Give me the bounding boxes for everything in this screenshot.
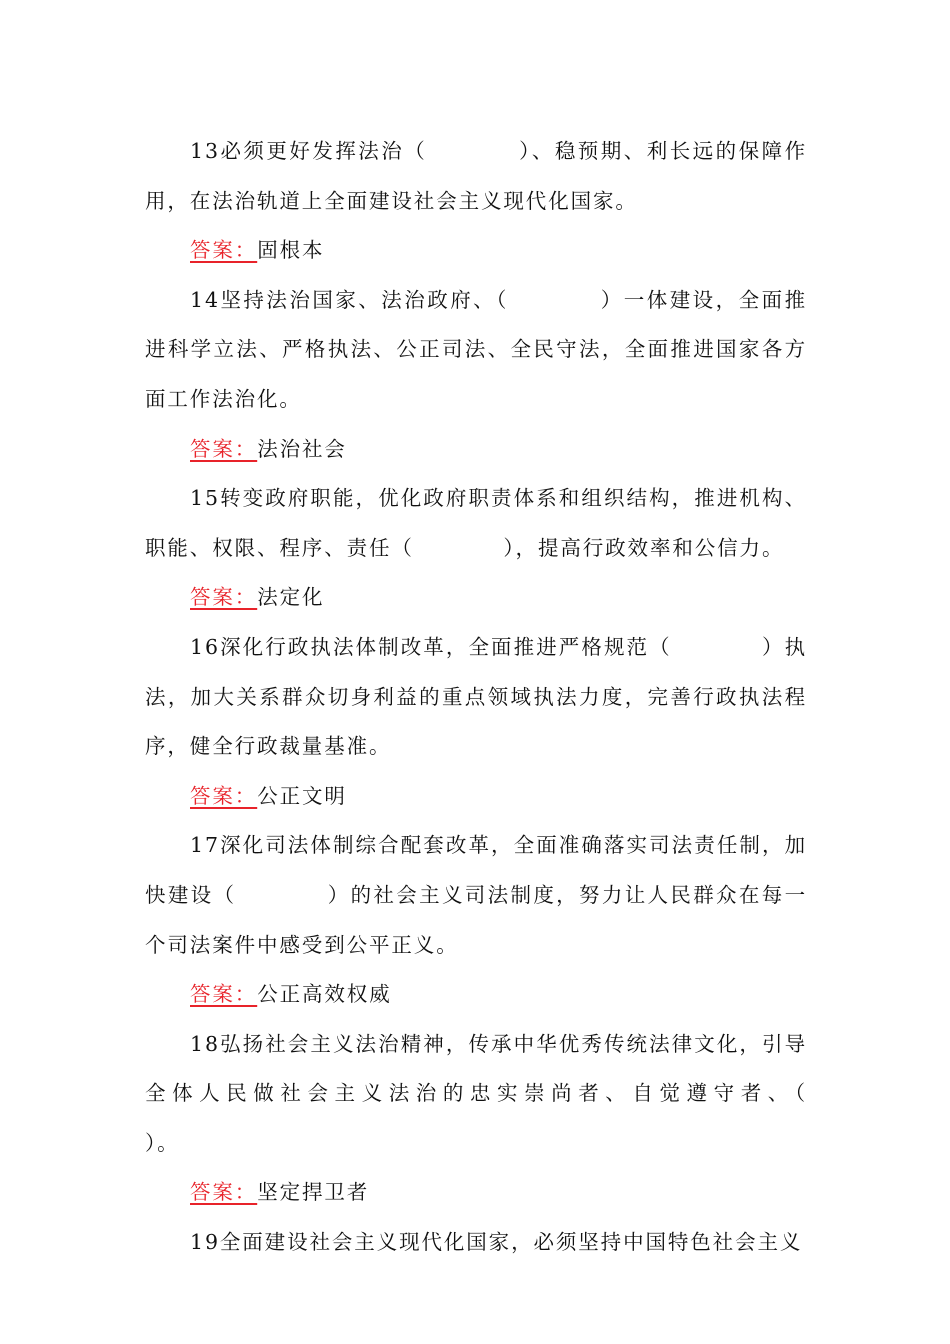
document-body [145,127,897,1268]
question-16: 16深化行政执法体制改革，全面推进严格规范（ ）执法，加大关系群众切身利益的重点领域执法力度，完善行政执法程序，健全行政裁量基准。 [145,634,807,759]
question-13: 13必须更好发挥法治（ ）、稳预期、利长远的保障作用，在法治轨道上全面建设社会主义现代化国家。 [145,139,807,213]
answer-label: 答案： [190,585,258,610]
answer-label: 答案： [190,1180,258,1205]
answer-label: 答案： [190,783,258,808]
answer-text: 坚定捍卫者 [257,1180,370,1205]
answer-label: 答案： [190,982,258,1007]
answer-13 [145,226,807,276]
answer-text: 法定化 [257,585,325,610]
answer-text: 法治社会 [257,436,347,461]
answer-label: 答案： [190,238,258,263]
answer-text: 公正高效权威 [257,982,392,1007]
question-14: 14坚持法治国家、法治政府、（ ）一体建设，全面推进科学立法、严格执法、公正司法、全民守法，全面推进国家各方面工作法治化。 [145,287,807,411]
question-18: 18弘扬社会主义法治精神，传承中华优秀传统法律文化，引导全体人民做社会主义法治的忠实崇尚者、自觉遵守者、（ ）。 [145,1031,897,1155]
answer-text: 公正文明 [257,783,347,808]
question-15: 15转变政府职能，优化政府职责体系和组织结构，推进机构、职能、权限、程序、责任（ ），提高行政效率和公信力。 [145,486,807,560]
answer-14 [145,425,807,475]
answer-label: 答案： [190,436,258,461]
question-17: 17深化司法体制综合配套改革，全面准确落实司法责任制，加快建设（ ）的社会主义司法制度，努力让人民群众在每一个司法案件中感受到公平正义。 [145,833,807,957]
answer-text: 固根本 [257,238,325,263]
answer-17 [145,970,807,1020]
answer-16 [145,772,807,822]
answer-18 [145,1168,807,1218]
question-19: 19全面建设社会主义现代化国家，必须坚持中国特色社会主义 [190,1230,803,1255]
answer-15 [145,573,807,623]
